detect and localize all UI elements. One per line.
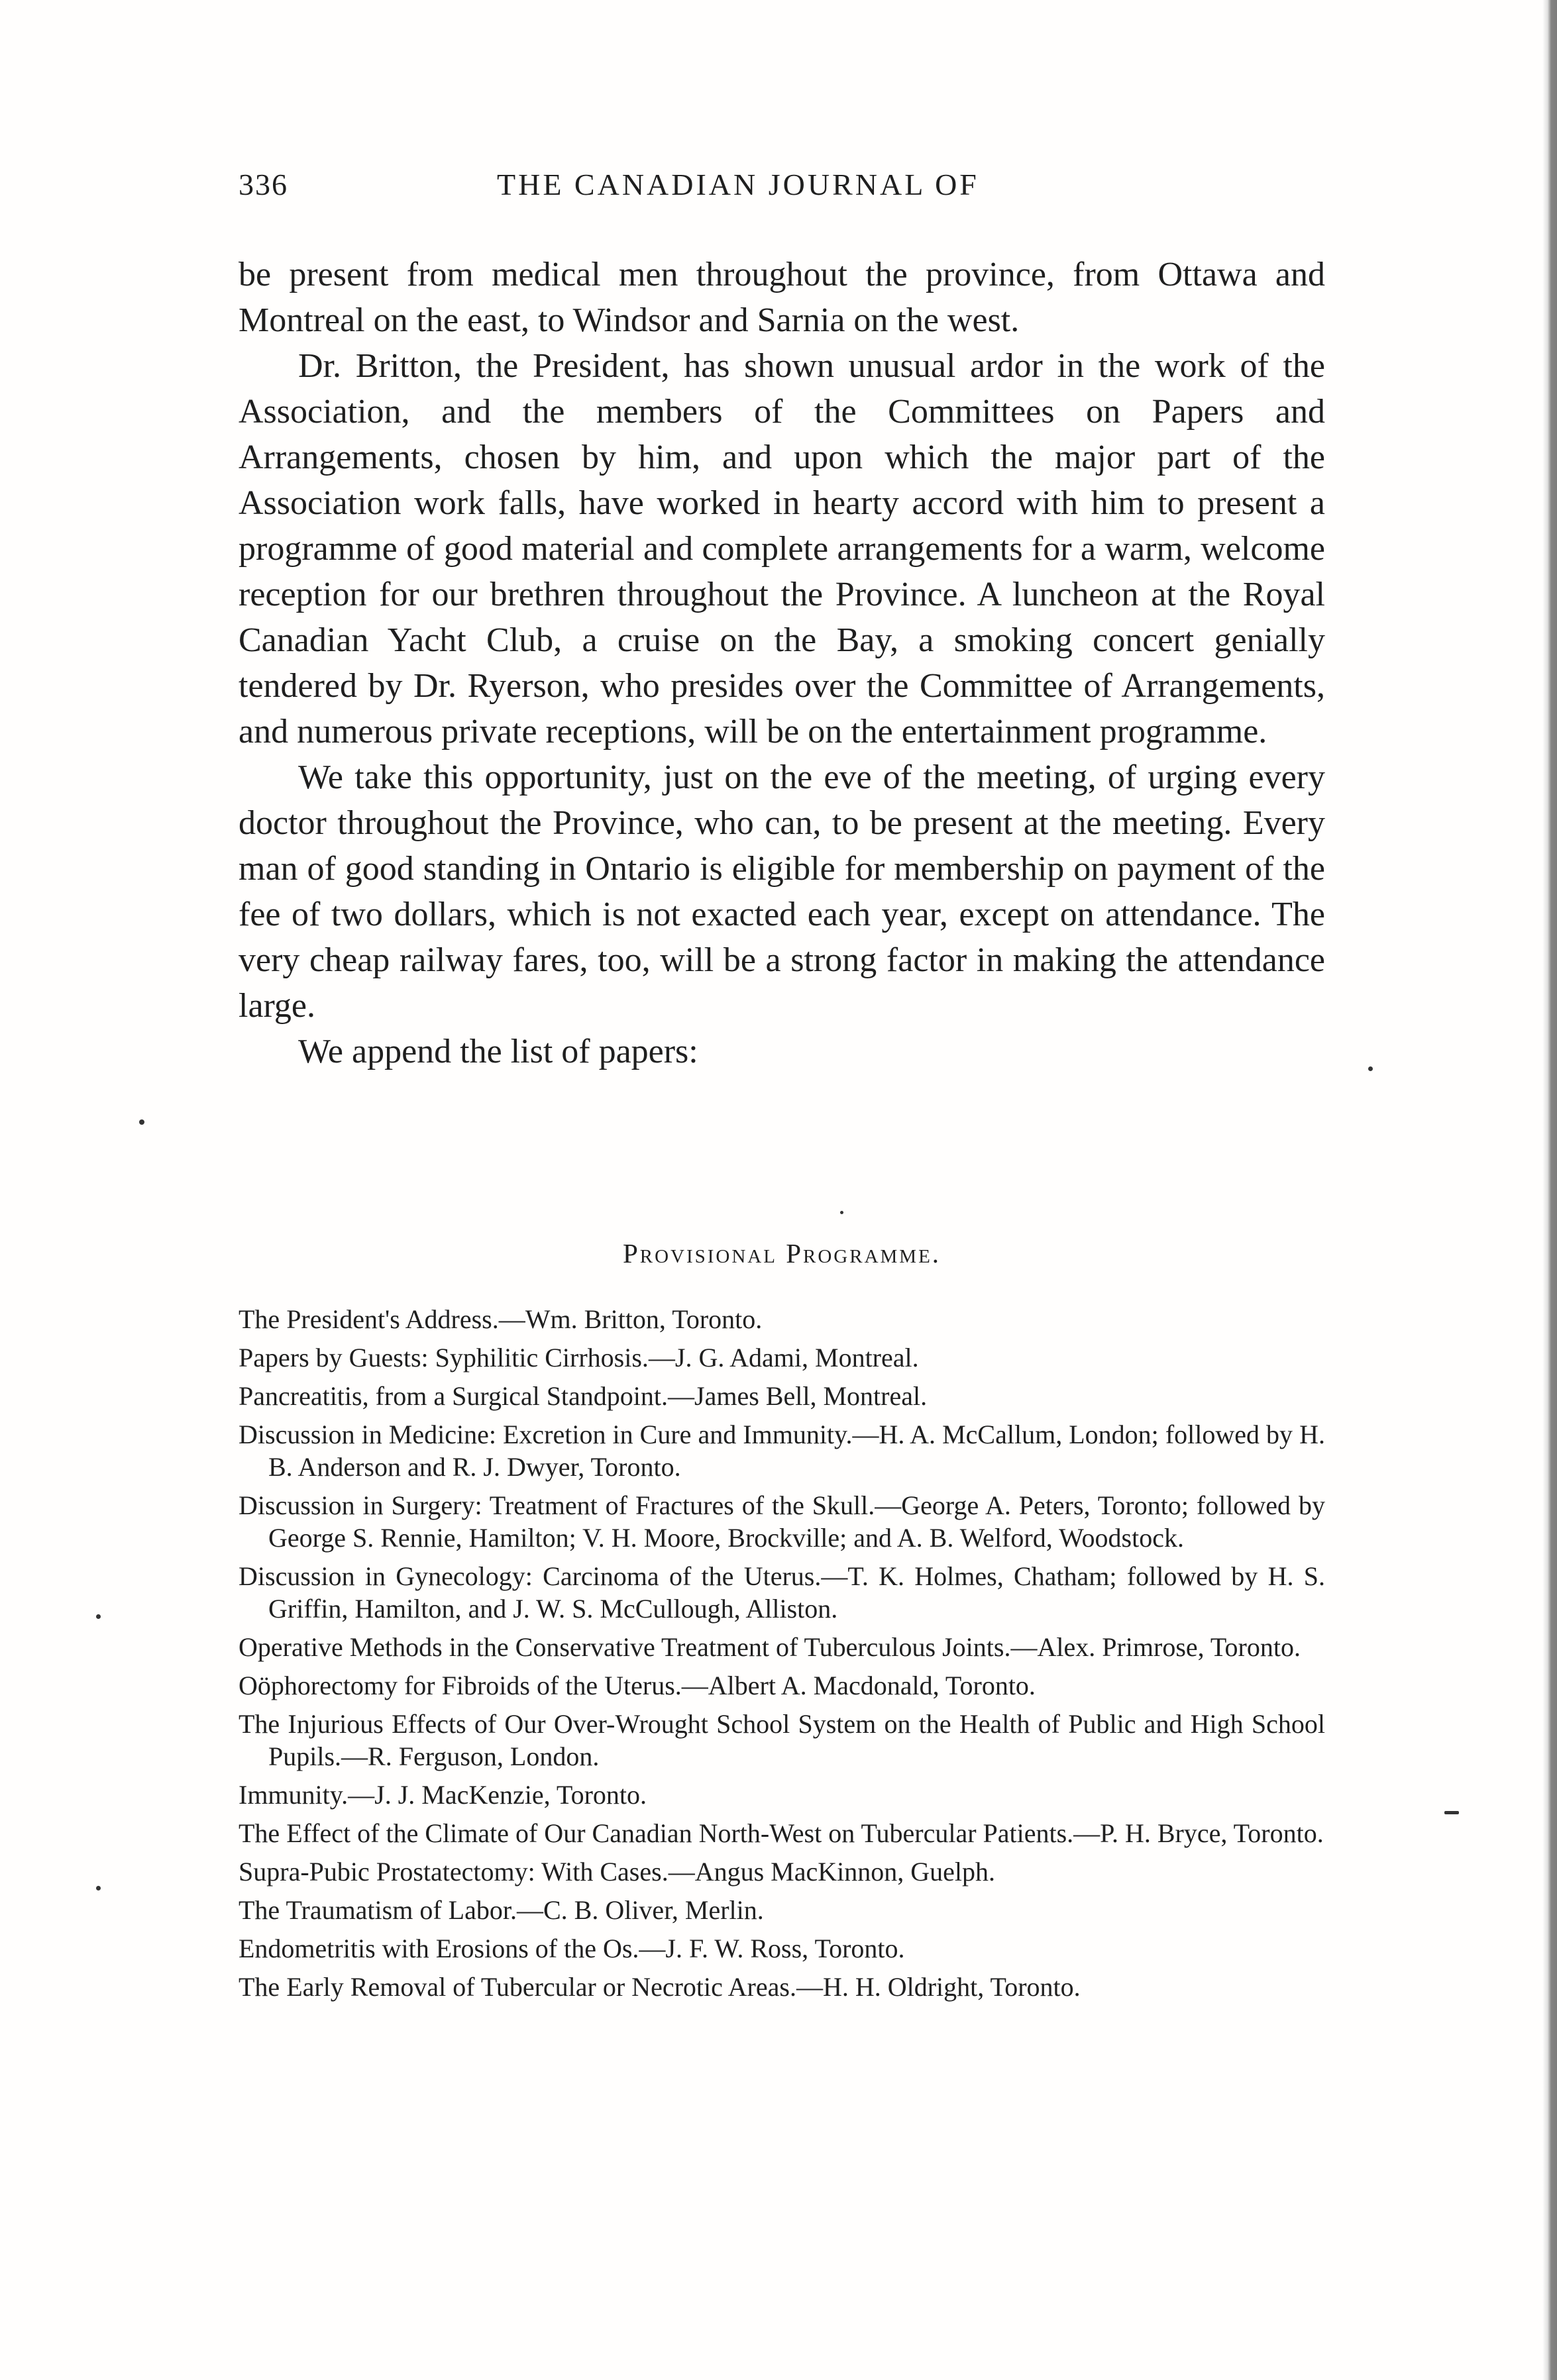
paragraph-2: Dr. Britton, the President, has shown unusual ardor in the work of the Association, and the members of the Committees on Papers and Arrangements, chosen by him, and upon which the major part of the Association work falls, have worked in hearty accord with him to present a programme of good material and complete arrangements for a warm, welcome reception for our brethren throughout the Province. A luncheon at the Royal Canadian Yacht Club, a cruise on the Bay, a smoking concert genially tendered by Dr. Ryerson, who presides over the Committee of Arrangements, and numerous private receptions, will be on the entertainment programme. xyxy=(239,347,1325,750)
scan-speck xyxy=(1444,1811,1459,1814)
scan-speck xyxy=(96,1886,101,1890)
page-number: 336 xyxy=(239,168,288,201)
programme-item: The Early Removal of Tubercular or Necrotic Areas.—H. H. Oldright, Toronto. xyxy=(239,1972,1081,2002)
programme-item: Oöphorectomy for Fibroids of the Uterus.—Albert A. Macdonald, Toronto. xyxy=(239,1671,1036,1700)
paragraph-3: We take this opportunity, just on the eve of the meeting, of urging every doctor throughout the Province, who can, to be present at the meeting. Every man of good standing in Ontario is eligible for membership on payment of the fee of two dollars, which is not exacted each year, except on attendance. The very cheap railway fares, too, will be a strong factor in making the attendance large. xyxy=(239,758,1325,1025)
page-edge-shadow xyxy=(1542,0,1557,2380)
programme-item: Endometritis with Erosions of the Os.—J. F. W. Ross, Toronto. xyxy=(239,1934,905,1963)
programme-item: The Effect of the Climate of Our Canadian North-West on Tubercular Patients.—P. H. Bryce, Toronto. xyxy=(239,1818,1324,1848)
programme-item: The Traumatism of Labor.—C. B. Oliver, Merlin. xyxy=(239,1895,764,1925)
scan-speck xyxy=(96,1614,101,1619)
programme-item: Papers by Guests: Syphilitic Cirrhosis.—J. G. Adami, Montreal. xyxy=(239,1343,919,1372)
programme-item: The President's Address.—Wm. Britton, Toronto. xyxy=(239,1304,763,1334)
programme-item: Supra-Pubic Prostatectomy: With Cases.—Angus MacKinnon, Guelph. xyxy=(239,1857,995,1887)
programme-item: Discussion in Surgery: Treatment of Fractures of the Skull.—George A. Peters, Toronto; followed by George S. Rennie, Hamilton; V. H. Moore, Brockville; and A. B. Welford, Woodstock. xyxy=(239,1490,1325,1553)
scan-speck xyxy=(1368,1066,1373,1071)
scan-speck xyxy=(840,1211,843,1214)
paragraph-1: be present from medical men throughout the province, from Ottawa and Montreal on the east, to Windsor and Sarnia on the west. xyxy=(239,256,1325,339)
programme-title: Provisional Programme. xyxy=(622,1238,941,1268)
programme-item: The Injurious Effects of Our Over-Wrought School System on the Health of Public and High School Pupils.—R. Ferguson, London. xyxy=(239,1709,1325,1771)
programme-list xyxy=(239,1303,1325,2009)
paragraph-4: We append the list of papers: xyxy=(298,1033,698,1070)
running-head xyxy=(239,167,1325,220)
programme-item: Discussion in Medicine: Excretion in Cure and Immunity.—H. A. McCallum, London; followed by H. B. Anderson and R. J. Dwyer, Toronto. xyxy=(239,1420,1325,1482)
article-body xyxy=(239,252,1325,1074)
programme-item: Operative Methods in the Conservative Treatment of Tuberculous Joints.—Alex. Primrose, Toronto. xyxy=(239,1632,1301,1662)
programme-item: Discussion in Gynecology: Carcinoma of the Uterus.—T. K. Holmes, Chatham; followed by H. S. Griffin, Hamilton, and J. W. S. McCullough, Alliston. xyxy=(239,1561,1325,1624)
programme-item: Pancreatitis, from a Surgical Standpoint.—James Bell, Montreal. xyxy=(239,1381,928,1411)
scan-speck xyxy=(139,1119,144,1125)
journal-title: THE CANADIAN JOURNAL OF xyxy=(497,168,979,201)
programme-item: Immunity.—J. J. MacKenzie, Toronto. xyxy=(239,1780,647,1810)
